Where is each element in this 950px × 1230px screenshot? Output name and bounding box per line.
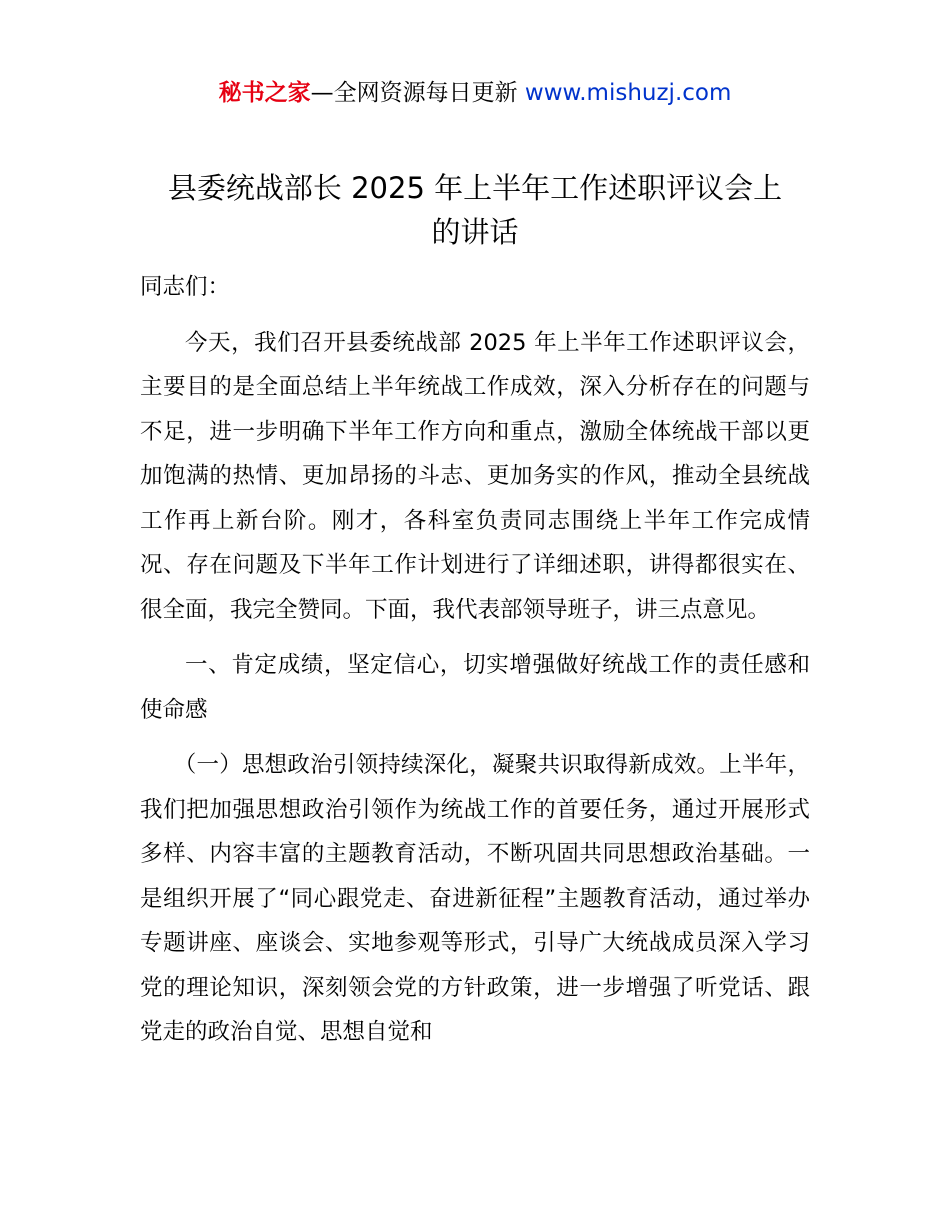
site-url-link[interactable]: www.mishuzj.com [524, 80, 732, 106]
document-title [140, 166, 810, 254]
section-heading-1: 一、肯定成绩，坚定信心，切实增强做好统战工作的责任感和使命感 [140, 652, 810, 723]
document-title-line-1: 县委统战部长 2025 年上半年工作述职评议会上 [167, 171, 783, 205]
document-body [140, 265, 810, 1055]
salutation: 同志们： [140, 274, 231, 300]
site-tagline: —全网资源每日更新 [310, 80, 525, 106]
subsection-paragraph-1: （一）思想政治引领持续深化，凝聚共识取得新成效。上半年，我们把加强思想政治引领作为统战工作的首要任务，通过开展形式多样、内容丰富的主题教育活动，不断巩固共同思想政治基础。一是组织开展了“同心跟党走、奋进新征程”主题教育活动，通过举办专题讲座、座谈会、实地参观等形式，引导广大统战成员深入学习党的理论知识，深刻领会党的方针政策，进一步增强了听党话、跟党走的政治自觉、思想自觉和 [140, 752, 810, 1045]
paragraph-intro: 今天，我们召开县委统战部 2025 年上半年工作述职评议会，主要目的是全面总结上半年统战工作成效，深入分析存在的问题与不足，进一步明确下半年工作方向和重点，激励全体统战干部以更加饱满的热情、更加昂扬的斗志、更加务实的作风，推动全县统战工作再上新台阶。刚才，各科室负责同志围绕上半年工作完成情况、存在问题及下半年工作计划进行了详细述职，讲得都很实在、很全面，我完全赞同。下面，我代表部领导班子，讲三点意见。 [140, 329, 810, 623]
document-title-line-2: 的讲话 [431, 215, 519, 249]
site-header [0, 76, 950, 110]
site-brand: 秘书之家 [218, 80, 311, 106]
